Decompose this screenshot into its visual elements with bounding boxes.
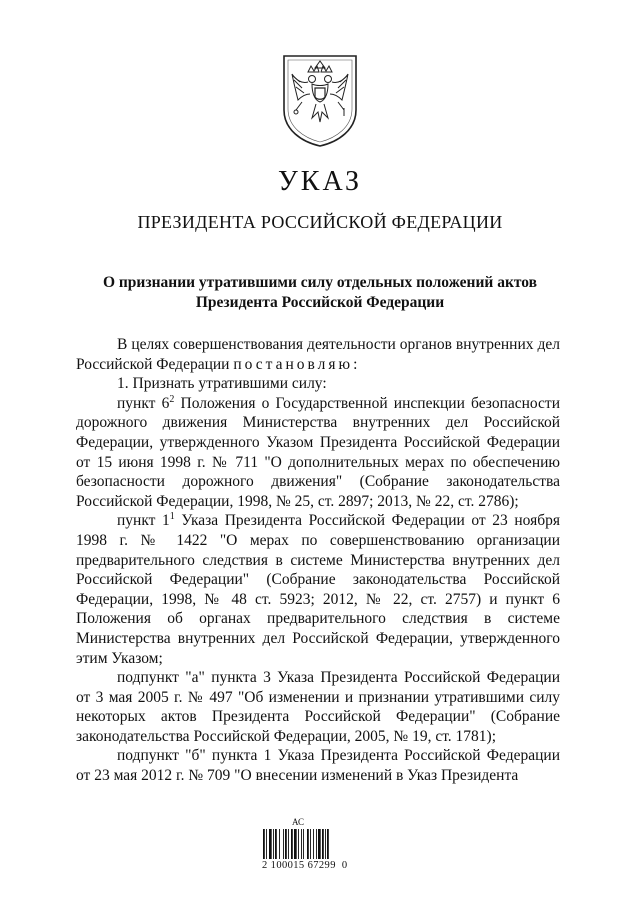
barcode-bar	[291, 829, 293, 859]
barcode-bar	[316, 829, 317, 859]
heading-line-2: Президента Российской Федерации	[195, 294, 445, 311]
decree-body	[76, 335, 560, 786]
barcode-bar	[301, 829, 302, 859]
barcode-bar	[307, 829, 309, 859]
decree-title: УКАЗ	[277, 166, 363, 197]
paragraph-clause-6-2	[76, 394, 560, 512]
barcode-block	[262, 818, 382, 872]
barcode-bar	[303, 829, 304, 859]
barcode-bar	[298, 829, 299, 859]
paragraph-subclause-a: подпункт "а" пункта 3 Указа Президента Российской Федерации от 3 мая 2005 г. № 497 "Об изменении и признании утратившими силу некоторых актов Президента Российской Федерации" (Собрание законодательства Российской Федерации, 2005, № 19, ст. 1781);	[76, 669, 560, 745]
paragraph-preamble	[76, 335, 560, 374]
decree-heading	[70, 273, 570, 313]
barcode-bar	[327, 829, 329, 859]
barcode-bar	[263, 829, 265, 859]
barcode-bar	[310, 829, 311, 859]
barcode-bar	[313, 829, 314, 859]
barcode-number: 2 100015 67299 0	[262, 860, 348, 871]
paragraph-clause-1-1	[76, 511, 560, 668]
barcode-image	[262, 829, 354, 859]
clause-superscript: 1	[169, 511, 175, 523]
clause-superscript: 2	[169, 393, 175, 405]
decree-subtitle: ПРЕЗИДЕНТА РОССИЙСКОЙ ФЕДЕРАЦИИ	[137, 212, 503, 232]
barcode-bar	[322, 829, 324, 859]
paragraph-item-1: 1. Признать утратившими силу:	[117, 375, 327, 393]
paragraph-subclause-b: подпункт "б" пункта 1 Указа Президента Российской Федерации от 23 мая 2012 г. № 709 "О внесении изменений в Указ Президента	[76, 747, 560, 785]
barcode-bar	[266, 829, 267, 859]
barcode-bar	[283, 829, 284, 859]
barcode-bar	[275, 829, 277, 859]
barcode-bar	[279, 829, 280, 859]
heading-line-1: О признании утратившими силу отдельных положений актов	[102, 274, 538, 291]
barcode-bar	[325, 829, 326, 859]
preamble-text: В целях совершенствования деятельности органов внутренних дел Российской Федерации	[76, 336, 560, 373]
preamble-decree-word: постановляю:	[233, 355, 361, 373]
clause-text: Положения о Государственной инспекции безопасности дорожного движения Министерства внутренних дел Российской Федерации, утвержденного Указом Президента Российской Федерации от 15 июня 1998 г. № 711 "О дополнительных мерах по обеспечению безопасности дорожного движения" (Собрание законодательства Российской Федерации, 1998, № 25, ст. 2897; 2013, № 22, ст. 2786);	[76, 394, 560, 510]
barcode-bar	[269, 829, 272, 859]
barcode-mark: АС	[292, 817, 305, 827]
barcode-bar	[285, 829, 287, 859]
clause-ref: пункт 1	[117, 512, 170, 530]
clause-text: Указа Президента Российской Федерации от 23 ноября 1998 г. № 1422 "О мерах по совершенствованию организации предварительного следствия в системе Министерства внутренних дел Российской Федерации" (Собрание законодательства Российской Федерации, 1998, № 48 ст. 5923; 2012, № 22, ст. 2757) и пункт 6 Положения об органах предварительного следствия в системе Министерства внутренних дел Российской Федерации, утвержденного этим Указом;	[76, 512, 560, 667]
coat-of-arms-emblem	[278, 52, 362, 148]
barcode-bar	[318, 829, 321, 859]
barcode-bar	[273, 829, 274, 859]
barcode-bar	[288, 829, 289, 859]
clause-ref: пункт 6	[117, 394, 170, 412]
barcode-bar	[294, 829, 297, 859]
